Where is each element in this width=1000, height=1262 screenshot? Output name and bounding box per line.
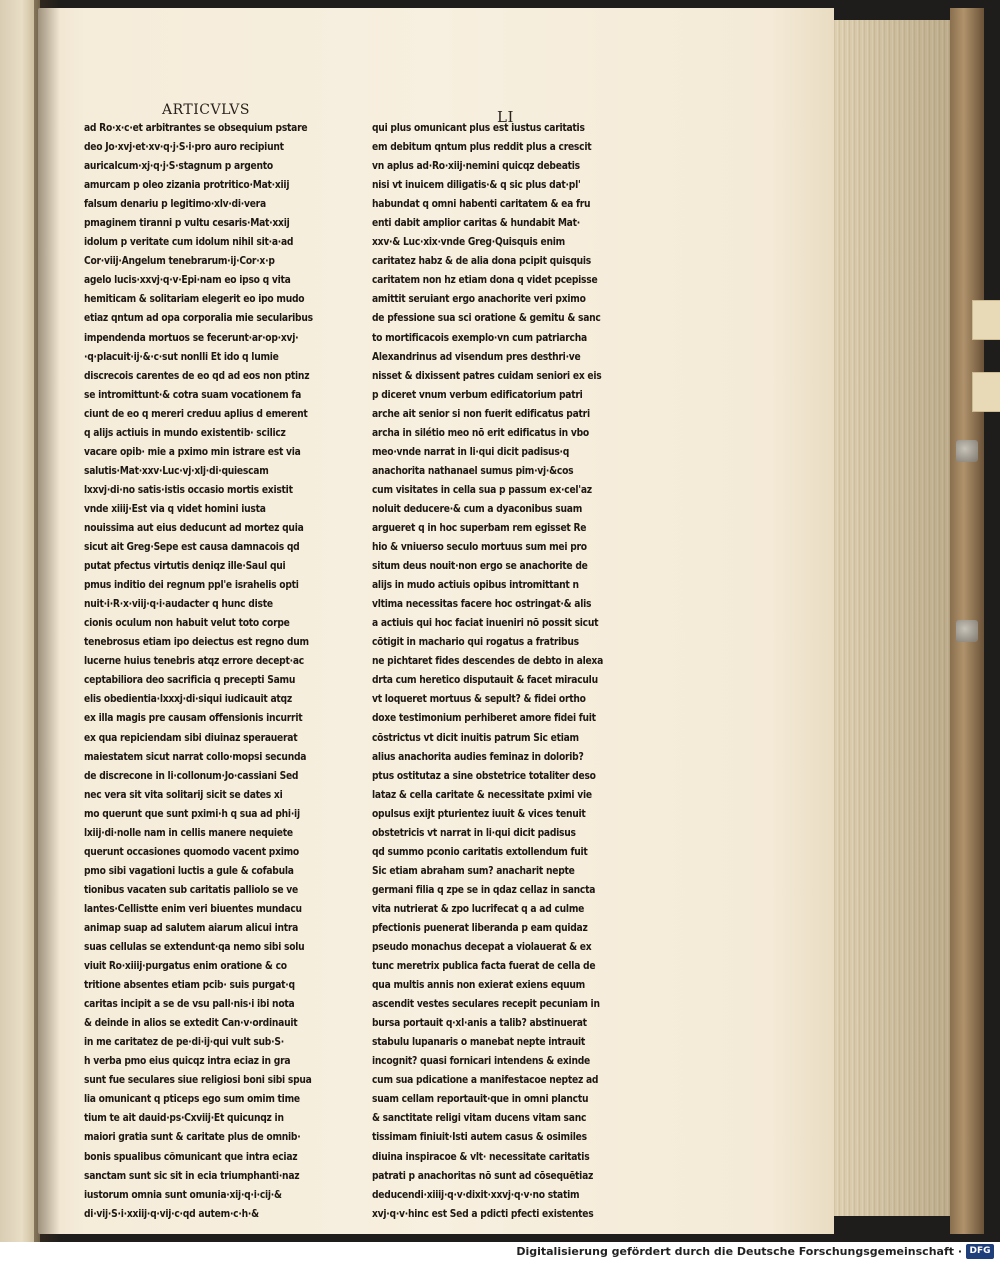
- text-line: enti dabit amplior caritas & hundabit Mat·: [372, 218, 580, 230]
- text-line: amittit seruiant ergo anachorite veri pximo: [372, 294, 586, 306]
- text-line: hio & vniuerso seculo mortuus sum mei pro: [372, 542, 587, 554]
- text-line: caritatem non hz etiam dona q videt pcepisse: [372, 275, 598, 287]
- text-line: in me caritatez de pe·di·ij·qui vult sub·S·: [84, 1037, 284, 1049]
- text-line: bursa portauit q·xl·anis a talib? abstinuerat: [372, 1018, 587, 1030]
- text-line: qua multis annis non exierat exiens equum: [372, 980, 585, 992]
- text-line: di·vij·S·i·xxiij·q·vij·c·qd autem·c·h·&: [84, 1208, 259, 1220]
- text-line: argueret q in hoc superbam rem egisset Re: [372, 522, 587, 534]
- metal-clasp: [956, 620, 978, 642]
- text-line: animap suap ad salutem aiarum alicui intra: [84, 922, 299, 934]
- text-line: & sanctitate religi vitam ducens vitam sanc: [372, 1113, 587, 1125]
- text-line: sunt fue seculares siue religiosi boni sibi spua: [84, 1075, 312, 1087]
- text-line: q alijs actiuis in mundo existentib· scilicz: [84, 427, 286, 439]
- text-line: p diceret vnum verbum edificatorium patri: [372, 389, 583, 401]
- text-line: h verba pmo eius quicqz intra eciaz in gra: [84, 1056, 291, 1068]
- text-column-left: [84, 119, 320, 1224]
- book-gutter: [34, 0, 60, 1242]
- text-line: Sic etiam abraham sum? anacharit nepte: [372, 865, 575, 877]
- text-line: germani filia q zpe se in qdaz cellaz in sancta: [372, 884, 596, 896]
- text-line: nec vera sit vita solitarij sicit se dates xi: [84, 789, 283, 801]
- text-line: deo Jo·xvj·et·xv·q·j·S·i·pro auro recipiunt: [84, 142, 284, 154]
- text-line: pmus inditio dei regnum ppl'e israhelis opti: [84, 580, 299, 592]
- text-line: deducendi·xiiij·q·v·dixit·xxvj·q·v·no statim: [372, 1189, 580, 1201]
- text-line: alius anachorita audies feminaz in dolorib?: [372, 751, 584, 763]
- text-line: lucerne huius tenebris atqz errore decept·ac: [84, 656, 304, 668]
- text-line: xvj·q·v·hinc est Sed a pdicti pfecti existentes: [372, 1208, 594, 1220]
- text-line: impendenda mortuos se fecerunt·ar·op·xvj·: [84, 332, 299, 344]
- text-line: vnde xiiij·Est via q videt homini iusta: [84, 503, 266, 515]
- funding-credit: Digitalisierung gefördert durch die Deutsche Forschungsgemeinschaft ·: [516, 1245, 962, 1258]
- text-line: lxxvj·di·no satis·istis occasio mortis existit: [84, 484, 293, 496]
- text-line: lxiij·di·nolle nam in cellis manere nequiete: [84, 827, 293, 839]
- text-line: ascendit vestes seculares recepit pecuniam in: [372, 999, 600, 1011]
- text-line: qui plus omunicant plus est iustus caritatis: [372, 123, 585, 134]
- text-line: noluit deducere·& cum a dyaconibus suam: [372, 503, 583, 515]
- text-line: suam cellam reportauit·que in omni planctu: [372, 1094, 589, 1106]
- text-line: ne pichtaret fides descendes de debto in alexa: [372, 656, 604, 668]
- text-line: maiestatem sicut narrat collo·mopsi secunda: [84, 751, 307, 763]
- text-line: doxe testimonium perhiberet amore fidei fuit: [372, 713, 596, 725]
- text-line: hemiticam & solitariam elegerit eo ipo mudo: [84, 294, 305, 306]
- text-line: anachorita nathanael sumus pim·vj·&cos: [372, 465, 574, 477]
- text-line: ex qua repiciendam sibi diuinaz sperauerat: [84, 732, 298, 744]
- text-line: falsum denariu p legitimo·xlv·di·vera: [84, 199, 266, 211]
- text-line: pmaginem tiranni p vultu cesaris·Mat·xxij: [84, 218, 290, 230]
- text-line: tunc meretrix publica facta fuerat de cella de: [372, 961, 596, 973]
- text-line: ex illa magis pre causam offensionis incurrit: [84, 713, 303, 725]
- text-line: cionis oculum non habuit velut toto corpe: [84, 618, 290, 630]
- dfg-logo: DFG: [966, 1244, 994, 1259]
- text-line: drta cum heretico disputauit & facet miraculu: [372, 675, 598, 687]
- text-line: lataz & cella caritate & necessitate pximi vie: [372, 789, 592, 801]
- text-column-right: [372, 119, 620, 1224]
- text-line: tenebrosus etiam ipo deiectus est regno dum: [84, 637, 309, 649]
- text-line: situm deus nouit·non ergo se anachorite de: [372, 561, 588, 573]
- text-line: elis obedientia·lxxxj·di·siqui iudicauit atqz: [84, 694, 292, 706]
- text-line: ceptabiliora deo sacrificia q precepti Samu: [84, 675, 296, 687]
- text-line: de pfessione sua sci oratione & gemitu & sanc: [372, 313, 601, 325]
- text-line: habundat q omni habenti caritatem & ea fru: [372, 199, 591, 211]
- metal-clasp: [956, 440, 978, 462]
- text-line: vita nutrierat & zpo lucrifecat q a ad culme: [372, 903, 585, 915]
- text-line: suas cellulas se extendunt·qa nemo sibi solu: [84, 942, 305, 954]
- text-line: vt loqueret mortuus & sepult? & fidei ortho: [372, 694, 586, 706]
- text-line: nouissima aut eius deducunt ad mortez quia: [84, 522, 304, 534]
- text-line: lantes·Cellistte enim veri biuentes mundacu: [84, 903, 302, 915]
- text-line: ·q·placuit·ij·&·c·sut nonlli Et ido q lumie: [84, 351, 279, 363]
- footer-bar: [0, 1242, 1000, 1262]
- text-line: Cor·viij·Angelum tenebrarum·ij·Cor·x·p: [84, 256, 275, 268]
- text-line: ptus ostitutaz a sine obstetrice totaliter deso: [372, 770, 596, 782]
- running-head: ARTICVLVS: [162, 102, 250, 118]
- text-line: vacare opib· mie a pximo min istrare est via: [84, 446, 301, 458]
- text-line: putat pfectus virtutis deniqz ille·Saul qui: [84, 561, 286, 573]
- text-line: ad Ro·x·c·et arbitrantes se obsequium pstare: [84, 123, 308, 134]
- text-line: xxv·& Luc·xix·vnde Greg·Quisquis enim: [372, 237, 565, 249]
- text-line: caritatez habz & de alia dona pcipit quisquis: [372, 256, 592, 268]
- text-line: nuit·i·R·x·viij·q·i·audacter q hunc diste: [84, 599, 273, 611]
- text-line: alijs in mudo actiuis opibus intromittant n: [372, 580, 579, 592]
- text-line: tissimam finiuit·Isti autem casus & osimiles: [372, 1132, 587, 1144]
- text-line: opulsus exijt pturientez iuuit & vices tenuit: [372, 808, 586, 820]
- text-line: etiaz qntum ad opa corporalia mie secularibus: [84, 313, 313, 325]
- text-line: cum visitates in cella sua p passum ex·cel'az: [372, 484, 592, 496]
- text-line: de discrecone in li·collonum·Jo·cassiani Sed: [84, 770, 299, 782]
- page-fore-edge: [826, 20, 956, 1216]
- text-line: qd summo pconio caritatis extollendum fuit: [372, 846, 588, 858]
- text-line: vltima necessitas facere hoc ostringat·& alis: [372, 599, 592, 611]
- text-line: cum sua pdicatione a manifestacoe neptez ad: [372, 1075, 599, 1087]
- text-line: auricalcum·xj·q·j·S·stagnum p argento: [84, 161, 273, 173]
- text-line: pfectionis puenerat liberanda p eam quidaz: [372, 922, 588, 934]
- text-line: idolum p veritate cum idolum nihil sit·a·ad: [84, 237, 294, 249]
- text-line: arche ait senior si non fuerit edificatus patri: [372, 408, 590, 420]
- text-line: pseudo monachus decepat a violauerat & ex: [372, 942, 592, 954]
- text-line: vn aplus ad·Ro·xiij·nemini quicqz debeatis: [372, 161, 580, 173]
- text-line: amurcam p oleo zizania protritico·Mat·xiij: [84, 180, 290, 192]
- text-line: caritas incipit a se de vsu pall·nis·i ibi nota: [84, 999, 295, 1011]
- paper-tab-marker: [972, 372, 1000, 412]
- text-line: patrati p anachoritas nō sunt ad cōsequētiaz: [372, 1170, 594, 1182]
- paper-tab-marker: [972, 300, 1000, 340]
- text-line: cōstrictus vt dicit inuitis patrum Sic etiam: [372, 732, 579, 744]
- text-line: lia omunicant q pticeps ego sum omim time: [84, 1094, 300, 1106]
- text-line: nisset & dixissent patres cuidam seniori ex eis: [372, 370, 602, 382]
- text-line: incognit? quasi fornicari intendens & exinde: [372, 1056, 590, 1068]
- text-line: & deinde in alios se extedit Can·v·ordinauit: [84, 1018, 298, 1030]
- text-line: salutis·Mat·xxv·Luc·vj·xlj·di·quiescam: [84, 465, 269, 477]
- folio-number: LI: [497, 108, 514, 126]
- text-line: archa in silétio meo nō erit edificatus in vbo: [372, 427, 589, 439]
- text-line: maiori gratia sunt & caritate plus de omnib·: [84, 1132, 301, 1144]
- text-line: tionibus vacaten sub caritatis palliolo se ve: [84, 884, 298, 896]
- text-line: ciunt de eo q mereri creduu aplius d emerent: [84, 408, 308, 420]
- text-line: stabulu lupanaris o manebat nepte intrauit: [372, 1037, 586, 1049]
- text-line: cōtigit in machario qui rogatus a fratribus: [372, 637, 579, 649]
- text-line: pmo sibi vagationi luctis a gule & cofabula: [84, 865, 294, 877]
- text-line: tritione absentes etiam pcib· suis purgat·q: [84, 980, 295, 992]
- text-line: mo querunt que sunt pximi·h q sua ad phi·ij: [84, 808, 300, 820]
- text-line: meo·vnde narrat in li·qui dicit padisus·q: [372, 446, 570, 458]
- text-line: querunt occasiones quomodo vacent pximo: [84, 846, 299, 858]
- text-line: discrecois carentes de eo qd ad eos non ptinz: [84, 370, 310, 382]
- text-line: diuina inspiracoe & vlt· necessitate caritatis: [372, 1151, 590, 1163]
- text-line: tium te ait dauid·ps·Cxviij·Et quicunqz in: [84, 1113, 284, 1125]
- text-line: to mortificacois exemplo·vn cum patriarcha: [372, 332, 587, 344]
- text-line: sanctam sunt sic sit in ecia triumphanti·naz: [84, 1170, 300, 1182]
- text-line: bonis spualibus cõmunicant que intra eciaz: [84, 1151, 298, 1163]
- text-line: sicut ait Greg·Sepe est causa damnacois qd: [84, 542, 300, 554]
- text-line: viuit Ro·xiiij·purgatus enim oratione & co: [84, 961, 287, 973]
- text-line: agelo lucis·xxvj·q·v·Epi·nam eo ipso q vita: [84, 275, 291, 287]
- text-line: em debitum qntum plus reddit plus a crescit: [372, 142, 592, 154]
- text-line: iustorum omnia sunt omunia·xij·q·i·cij·&: [84, 1189, 282, 1201]
- text-line: nisi vt inuicem diligatis·& q sic plus dat·pl': [372, 180, 581, 192]
- text-line: a actiuis qui hoc faciat inueniri nō possit sicut: [372, 618, 599, 630]
- text-line: Alexandrinus ad visendum pres desthri·ve: [372, 351, 581, 363]
- text-line: obstetricis vt narrat in li·qui dicit padisus: [372, 827, 576, 839]
- text-line: se intromittunt·& cotra suam vocationem fa: [84, 389, 302, 401]
